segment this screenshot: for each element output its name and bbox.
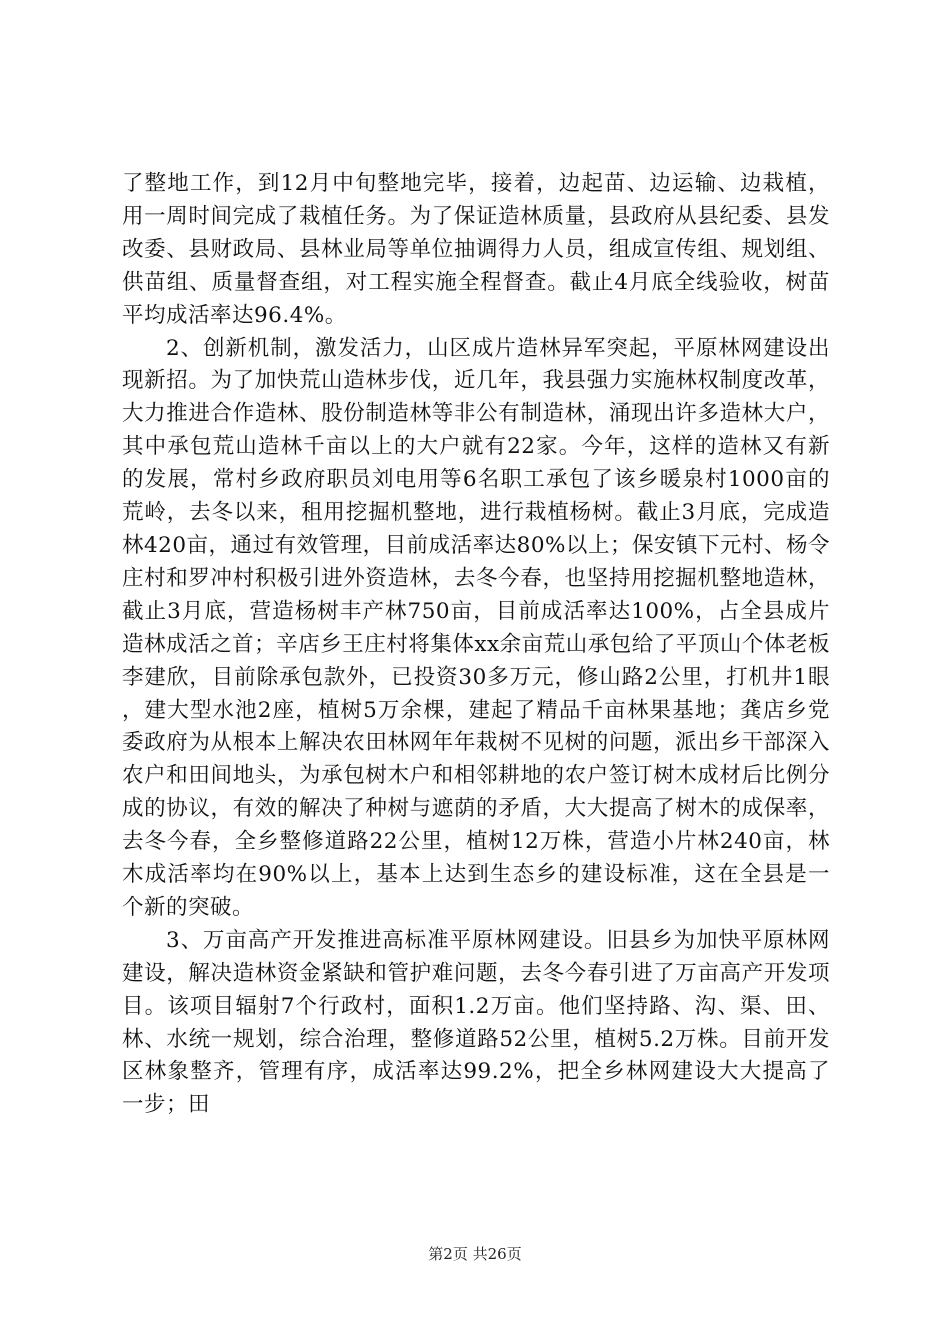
paragraph-2: 2、创新机制，激发活力，山区成片造林异军突起，平原林网建设出现新招。为了加快荒山造林步伐，近几年，我县强力实施林权制度改革，大力推进合作造林、股份制造林等非公有制造林，涌现出许多造林大户，其中承包荒山造林千亩以上的大户就有22家。今年，这样的造林又有新的发展，常村乡政府职员刘电用等6名职工承包了该乡暖泉村1000亩的荒岭，去冬以来，租用挖掘机整地，进行栽植杨树。截止3月底，完成造林420亩，通过有效管理，目前成活率达80%以上；保安镇下元村、杨令庄村和罗冲村积极引进外资造林，去冬今春，也坚持用挖掘机整地造林，截止3月底，营造杨树丰产林750亩，目前成活率达100%，占全县成片造林成活之首；辛店乡王庄村将集体xx余亩荒山承包给了平顶山个体老板李建欣，目前除承包款外，已投资30多万元，修山路2公里，打机井1眼，建大型水池2座，植树5万余棵，建起了精品千亩林果基地；龚店乡党委政府为从根本上解决农田林网年年栽树不见树的问题，派出乡干部深入农户和田间地头，为承包树木户和相邻耕地的农户签订树木成材后比例分成的协议，有效的解决了种树与遮荫的矛盾，大大提高了树木的成保率，去冬今春，全乡整修道路22公里，植树12万株，营造小片林240亩，林木成活率均在90%以上，基本上达到生态乡的建设标准，这在全县是一个新的突破。 xyxy=(122,335,830,920)
paragraph-3: 3、万亩高产开发推进高标准平原林网建设。旧县乡为加快平原林网建设，解决造林资金紧缺和管护难问题，去冬今春引进了万亩高产开发项目。该项目辐射7个行政村，面积1.2万亩。他们坚持路、沟、渠、田、林、水统一规划，综合治理，整修道路52公里，植树5.2万株。目前开发区林象整齐，管理有序，成活率达99.2%，把全乡林网建设大大提高了一步；田 xyxy=(122,927,830,1118)
paragraph-1: 了整地工作，到12月中旬整地完毕，接着，边起苗、边运输、边栽植，用一周时间完成了栽植任务。为了保证造林质量，县政府从县纪委、县发改委、县财政局、县林业局等单位抽调得力人员，组成宣传组、规划组、供苗组、质量督查组，对工程实施全程督查。截止4月底全线验收，树苗平均成活率达96.4%。 xyxy=(122,171,830,328)
page-number-footer: 第2页 共26页 xyxy=(428,1245,522,1263)
document-body xyxy=(122,168,830,1122)
